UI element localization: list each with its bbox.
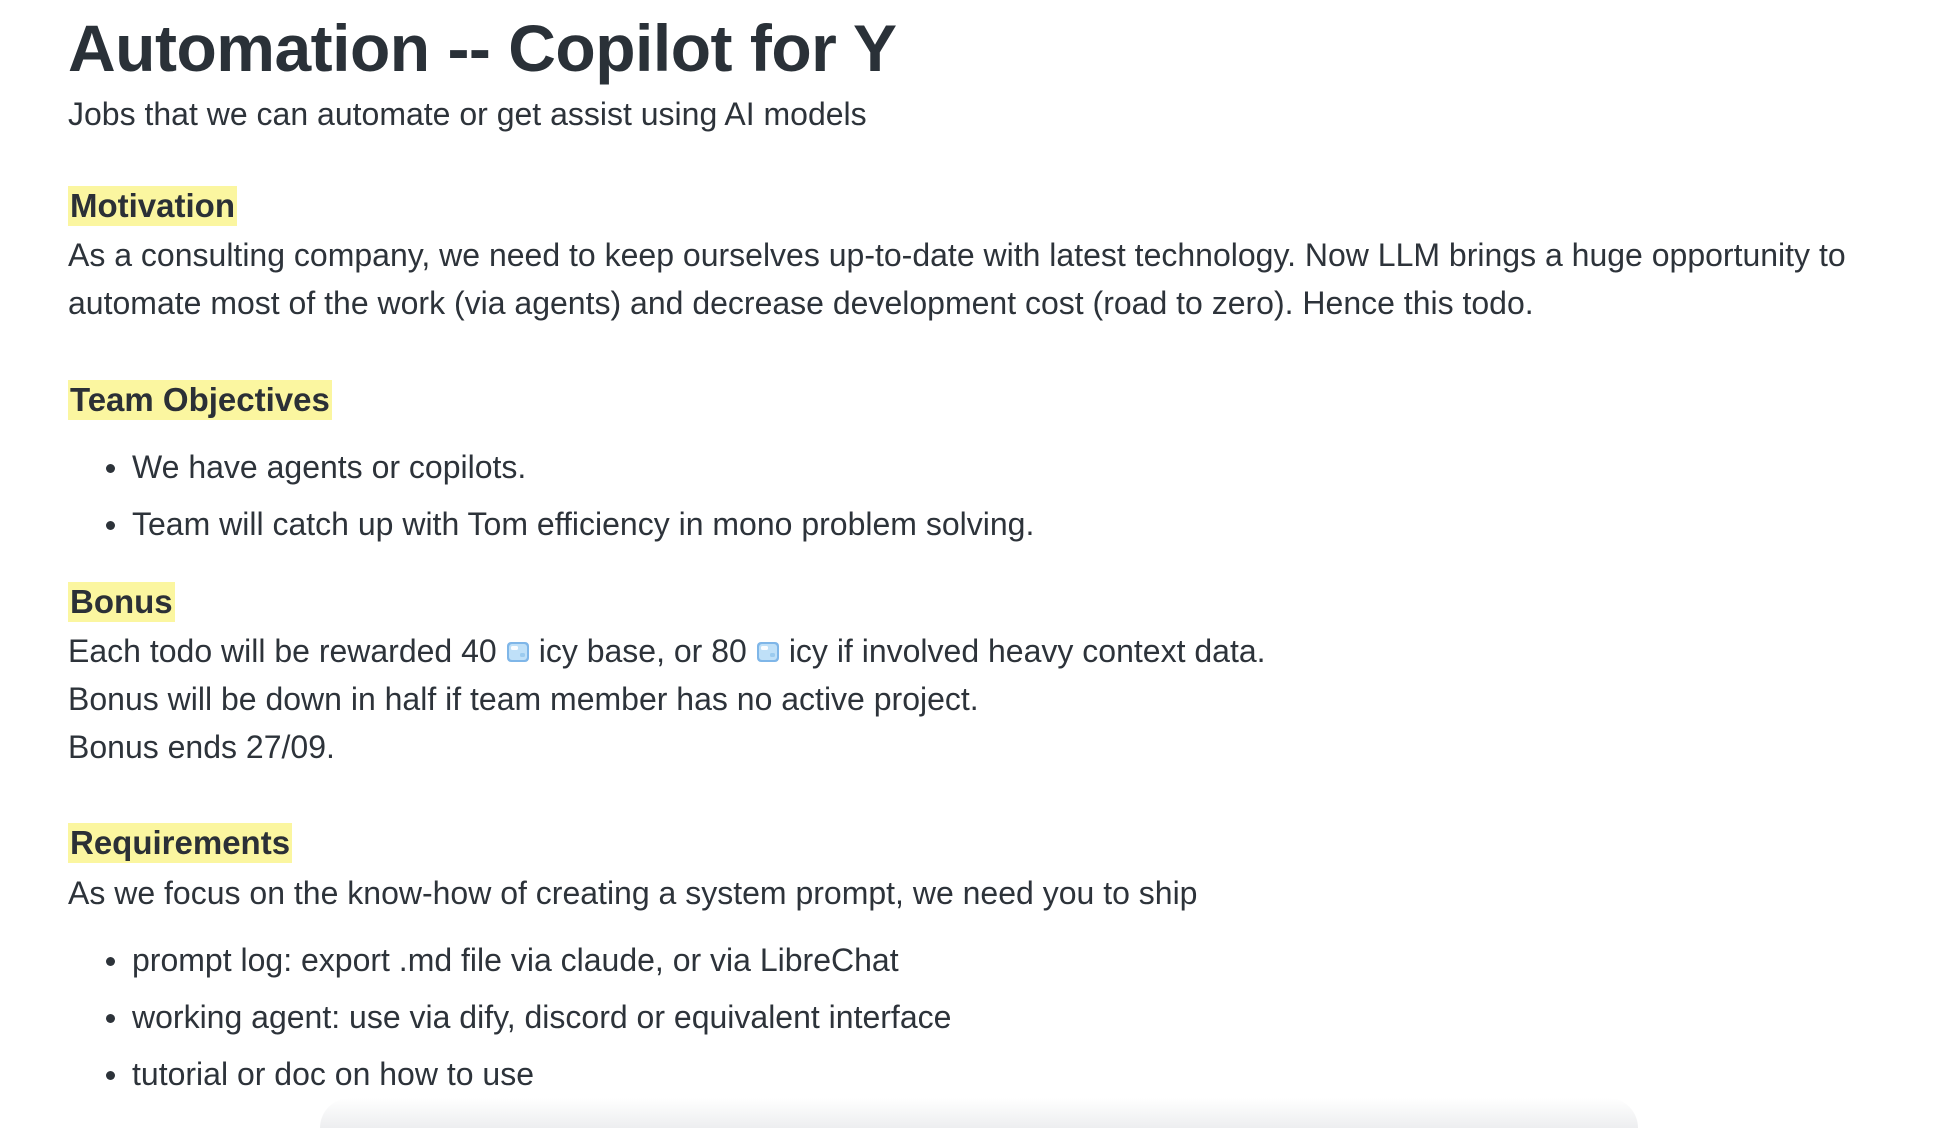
bullet-icon: [106, 1014, 115, 1023]
list-item-text: We have agents or copilots.: [132, 449, 527, 485]
bonus-reward-prefix: Each todo will be rewarded 40: [68, 633, 497, 669]
motivation-line-1: As a consulting company, we need to keep ourselves up-to-date with latest technology. Now LLM brings a huge opportunity to: [68, 237, 1846, 273]
requirements-list: [68, 940, 951, 1111]
bottom-shadow: [320, 1098, 1638, 1128]
list-item-text: prompt log: export .md file via claude, or via LibreChat: [132, 942, 899, 978]
list-item: [132, 997, 951, 1037]
list-item-text: working agent: use via dify, discord or equivalent interface: [132, 999, 952, 1035]
document: [68, 0, 1928, 1092]
page-title: Automation -- Copilot for Y: [68, 11, 897, 85]
list-item: [132, 504, 1034, 544]
bonus-line-3: Bonus ends 27/09.: [68, 729, 335, 765]
bullet-icon: [106, 521, 115, 530]
bonus-heading: Bonus: [70, 583, 173, 620]
team-objectives-list: [68, 447, 1034, 561]
bullet-icon: [106, 1071, 115, 1080]
page-subtitle: Jobs that we can automate or get assist using AI models: [68, 96, 867, 132]
bonus-reward-mid: icy base, or 80: [538, 633, 747, 669]
motivation-heading: Motivation: [70, 187, 235, 224]
list-item: [132, 447, 1034, 487]
bullet-icon: [106, 464, 115, 473]
list-item: [132, 940, 951, 980]
requirements-heading: Requirements: [70, 824, 291, 861]
list-item: [132, 1054, 951, 1094]
bonus-reward-line: [68, 627, 1266, 675]
bonus-paragraph: [68, 627, 1266, 771]
motivation-line-2: automate most of the work (via agents) and decrease development cost (road to zero). Hence this todo.: [68, 285, 1534, 321]
ice-cube-icon: [505, 630, 531, 656]
bonus-reward-suffix: icy if involved heavy context data.: [788, 633, 1266, 669]
ice-cube-icon: [755, 630, 781, 656]
list-item-text: Team will catch up with Tom efficiency in mono problem solving.: [132, 506, 1035, 542]
team-objectives-heading: Team Objectives: [70, 381, 330, 418]
motivation-paragraph: [68, 231, 1928, 327]
bonus-line-2: Bonus will be down in half if team member has no active project.: [68, 681, 979, 717]
list-item-text: tutorial or doc on how to use: [132, 1056, 535, 1092]
bullet-icon: [106, 957, 115, 966]
requirements-intro: As we focus on the know-how of creating a system prompt, we need you to ship: [68, 875, 1198, 911]
